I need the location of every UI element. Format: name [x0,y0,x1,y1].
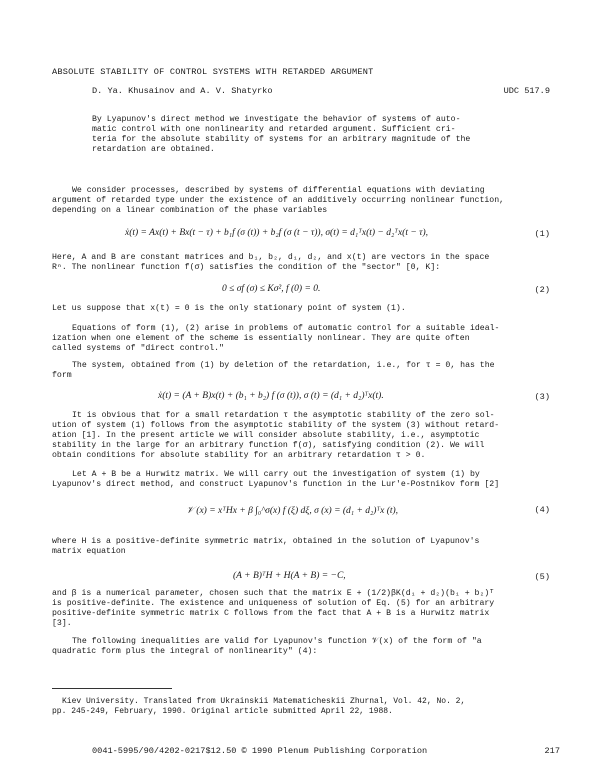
text-line: quadratic form plus the integral of nonlinearity" (4): [52,647,318,656]
text-line: Equations of form (1), (2) arise in problems of automatic control for a suitable ideal- [72,324,500,333]
text-line: ization when one element of the scheme is essentially nonlinear. They are quite often [52,334,470,343]
text-line: Let A + B be a Hurwitz matrix. We will carry out the investigation of system (1) by [72,470,480,479]
text-line: matrix equation [52,547,126,556]
text-line: where H is a positive-definite symmetric matrix, obtained in the solution of Lyapunov's [52,537,480,546]
text-line: is positive-definite. The existence and uniqueness of solution of Eq. (5) for an arbitrary [52,599,495,608]
abstract-line: retardation are obtained. [92,145,215,154]
copyright-line: 0041-5995/90/4202-0217$12.50 © 1990 Plenum Publishing Corporation [92,746,428,756]
equation-number-2: (2) [534,285,550,295]
equation-1: ẋ(t) = Ax(t) + Bx(t − τ) + b₁f (σ (t)) + b₂f (σ (t − τ)), σ(t) = d₁ᵀx(t) − d₂ᵀx(t − τ), [125,228,429,238]
text-line: obtain conditions for absolute stability for an arbitrary retardation τ > 0. [52,451,426,460]
equation-number-1: (1) [534,229,550,239]
text-line: Here, A and B are constant matrices and b₁, b₂, d₁, d₂, and x(t) are vectors in the space [52,253,490,262]
text-line: Let us suppose that x(t) = 0 is the only stationary point of system (1). [52,304,406,313]
equation-4: 𝒱 (x) = xᵀHx + β ∫₀^σ(x) f (ξ) dξ, σ (x) = (d₁ + d₂)ᵀx (t), [186,506,399,516]
equation-number-5: (5) [534,572,550,582]
text-line: argument of retarded type under the existence of an additively occurring nonlinear function, [52,196,505,205]
equation-5: (A + B)ᵀH + H(A + B) = −C, [233,571,346,581]
footnote-rule [52,688,172,689]
abstract-line: matic control with one nonlinearity and retarded argument. Sufficient cri- [92,125,456,134]
abstract-line: By Lyapunov's direct method we investigate the behavior of systems of auto- [92,115,461,124]
equation-2: 0 ≤ σf (σ) ≤ Kσ², f (0) = 0. [222,284,321,294]
equation-3: ẋ(t) = (A + B)x(t) + (b₁ + b₂) f (σ (t)), σ (t) = (d₁ + d₂)ᵀx(t). [158,391,384,401]
udc-code: UDC 517.9 [503,86,550,96]
article-title: ABSOLUTE STABILITY OF CONTROL SYSTEMS WITH RETARDED ARGUMENT [52,67,374,77]
text-line: The system, obtained from (1) by deletion of the retardation, i.e., for τ = 0, has the [72,361,495,370]
text-line: We consider processes, described by systems of differential equations with deviating [72,186,485,195]
text-line: ution of system (1) follows from the asymptotic stability of the system (3) without retard- [52,421,500,430]
footnote-line: pp. 245-249, February, 1990. Original article submitted April 22, 1988. [52,707,393,716]
text-line: form [52,371,72,380]
text-line: ation [1]. In the present article we will consider absolute stability, i.e., asymptotic [52,431,480,440]
abstract-line: teria for the absolute stability of systems for an arbitrary magnitude of the [92,135,471,144]
text-line: Lyapunov's direct method, and construct Lyapunov's function in the Lur'e-Postnikov form [2] [52,480,500,489]
footnote-line: Kiev University. Translated from Ukrainskii Matematicheskii Zhurnal, Vol. 42, No. 2, [62,697,466,706]
text-line: depending on a linear combination of the phase variables [52,206,328,215]
text-line: positive-definite symmetric matrix C follows from the fact that A + B is a Hurwitz matrix [52,609,490,618]
text-line: Rⁿ. The nonlinear function f(σ) satisfies the condition of the "sector" [0, K]: [52,263,441,272]
text-line: [3]. [52,619,72,628]
article-authors: D. Ya. Khusainov and A. V. Shatyrko [92,86,273,96]
text-line: called systems of "direct control." [52,344,224,353]
text-line: and β is a numerical parameter, chosen such that the matrix E + (1/2)βK(d₁ + d₂)(b₁ + b₂)ᵀ [52,589,495,598]
text-line: The following inequalities are valid for Lyapunov's function 𝒱(x) of the form of "a [72,637,482,646]
equation-number-4: (4) [534,505,550,515]
equation-number-3: (3) [534,392,550,402]
text-line: stability in the large for an arbitrary function f(σ), satisfying condition (2). We will [52,441,485,450]
page-number: 217 [544,746,560,756]
text-line: It is obvious that for a small retardation τ the asymptotic stability of the zero sol- [72,411,495,420]
